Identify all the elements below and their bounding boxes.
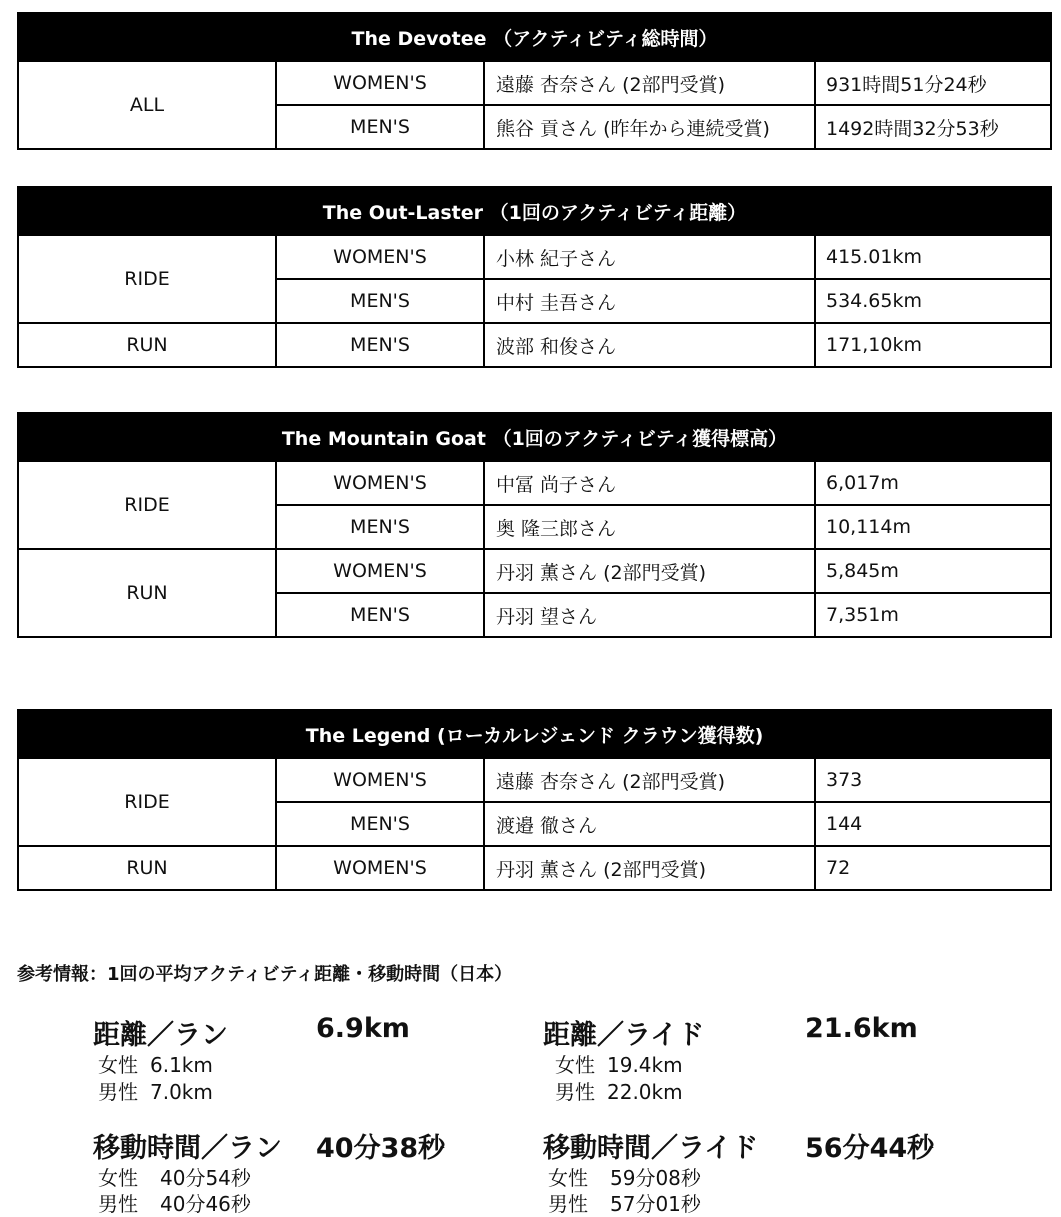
gender-cell: MEN'S	[276, 505, 484, 549]
category-cell: RUN	[18, 846, 276, 890]
stat-female-row	[98, 1162, 251, 1191]
stat-value: 40分38秒	[316, 1133, 446, 1164]
table-row	[18, 323, 1051, 367]
record-value-cell: 144	[815, 802, 1051, 846]
stat-time-run	[93, 1126, 513, 1216]
male-label: 男性	[555, 1080, 595, 1104]
male-label: 男性	[98, 1192, 138, 1216]
male-value: 7.0km	[150, 1080, 213, 1104]
female-value: 59分08秒	[610, 1166, 701, 1190]
female-label: 女性	[548, 1166, 588, 1190]
male-label: 男性	[98, 1080, 138, 1104]
gender-cell: MEN'S	[276, 802, 484, 846]
female-value: 6.1km	[150, 1053, 213, 1077]
gender-cell: WOMEN'S	[276, 846, 484, 890]
winner-name-cell: 熊谷 貢さん (昨年から連続受賞)	[484, 105, 815, 149]
winner-name-cell: 遠藤 杏奈さん (2部門受賞)	[484, 758, 815, 802]
winner-name-cell: 中村 圭吾さん	[484, 279, 815, 323]
gender-cell: MEN'S	[276, 279, 484, 323]
table-row	[18, 61, 1051, 105]
stat-value: 6.9km	[316, 1013, 410, 1044]
record-value-cell: 415.01km	[815, 235, 1051, 279]
winner-name-cell: 波部 和俊さん	[484, 323, 815, 367]
winner-name-cell: 丹羽 薫さん (2部門受賞)	[484, 549, 815, 593]
category-cell: RUN	[18, 323, 276, 367]
stat-male-row	[98, 1076, 213, 1105]
gender-cell: WOMEN'S	[276, 758, 484, 802]
winner-name-cell: 遠藤 杏奈さん (2部門受賞)	[484, 61, 815, 105]
stat-male-row	[548, 1188, 701, 1217]
winner-name-cell: 丹羽 望さん	[484, 593, 815, 637]
stat-male-row	[98, 1188, 251, 1217]
stat-title: 距離／ラン	[93, 1020, 228, 1051]
table-row	[18, 758, 1051, 802]
record-value-cell: 72	[815, 846, 1051, 890]
table-title: The Legend (ローカルレジェンド クラウン獲得数)	[18, 710, 1051, 758]
stat-title: 移動時間／ラン	[93, 1133, 282, 1164]
category-cell: ALL	[18, 61, 276, 149]
record-value-cell: 1492時間32分53秒	[815, 105, 1051, 149]
winner-name-cell: 渡邉 徹さん	[484, 802, 815, 846]
female-label: 女性	[98, 1166, 138, 1190]
table-title: The Devotee （アクティビティ総時間）	[18, 13, 1051, 61]
record-value-cell: 6,017m	[815, 461, 1051, 505]
female-label: 女性	[98, 1053, 138, 1077]
stat-distance-run	[93, 1013, 493, 1103]
stat-value: 56分44秒	[805, 1133, 935, 1164]
devotee-table	[17, 12, 1052, 150]
female-value: 40分54秒	[160, 1166, 251, 1190]
winner-name-cell: 中冨 尚子さん	[484, 461, 815, 505]
gender-cell: MEN'S	[276, 323, 484, 367]
gender-cell: WOMEN'S	[276, 549, 484, 593]
male-label: 男性	[548, 1192, 588, 1216]
stat-distance-ride	[543, 1013, 963, 1103]
male-value: 22.0km	[607, 1080, 683, 1104]
legend-table	[17, 709, 1052, 891]
record-value-cell: 5,845m	[815, 549, 1051, 593]
stat-time-ride	[543, 1126, 963, 1216]
record-value-cell: 171,10km	[815, 323, 1051, 367]
winner-name-cell: 奥 隆三郎さん	[484, 505, 815, 549]
reference-heading: 参考情報：1回の平均アクティビティ距離・移動時間（日本）	[17, 964, 513, 985]
record-value-cell: 7,351m	[815, 593, 1051, 637]
female-value: 19.4km	[607, 1053, 683, 1077]
stat-title: 距離／ライド	[543, 1020, 705, 1051]
gender-cell: WOMEN'S	[276, 61, 484, 105]
table-row	[18, 846, 1051, 890]
table-title: The Mountain Goat （1回のアクティビティ獲得標高）	[18, 413, 1051, 461]
female-label: 女性	[555, 1053, 595, 1077]
category-cell: RIDE	[18, 461, 276, 549]
gender-cell: WOMEN'S	[276, 461, 484, 505]
winner-name-cell: 丹羽 薫さん (2部門受賞)	[484, 846, 815, 890]
stat-female-row	[548, 1162, 701, 1191]
record-value-cell: 534.65km	[815, 279, 1051, 323]
stat-female-row	[98, 1049, 213, 1078]
mountain-goat-table	[17, 412, 1052, 638]
table-row	[18, 461, 1051, 505]
gender-cell: MEN'S	[276, 593, 484, 637]
out-laster-table	[17, 186, 1052, 368]
table-row	[18, 549, 1051, 593]
table-row	[18, 235, 1051, 279]
male-value: 57分01秒	[610, 1192, 701, 1216]
record-value-cell: 10,114m	[815, 505, 1051, 549]
stat-value: 21.6km	[805, 1013, 918, 1044]
category-cell: RUN	[18, 549, 276, 637]
stat-title: 移動時間／ライド	[543, 1133, 759, 1164]
record-value-cell: 931時間51分24秒	[815, 61, 1051, 105]
gender-cell: WOMEN'S	[276, 235, 484, 279]
stat-female-row	[555, 1049, 683, 1078]
stat-male-row	[555, 1076, 683, 1105]
gender-cell: MEN'S	[276, 105, 484, 149]
category-cell: RIDE	[18, 758, 276, 846]
male-value: 40分46秒	[160, 1192, 251, 1216]
winner-name-cell: 小林 紀子さん	[484, 235, 815, 279]
category-cell: RIDE	[18, 235, 276, 323]
table-title: The Out-Laster （1回のアクティビティ距離）	[18, 187, 1051, 235]
record-value-cell: 373	[815, 758, 1051, 802]
